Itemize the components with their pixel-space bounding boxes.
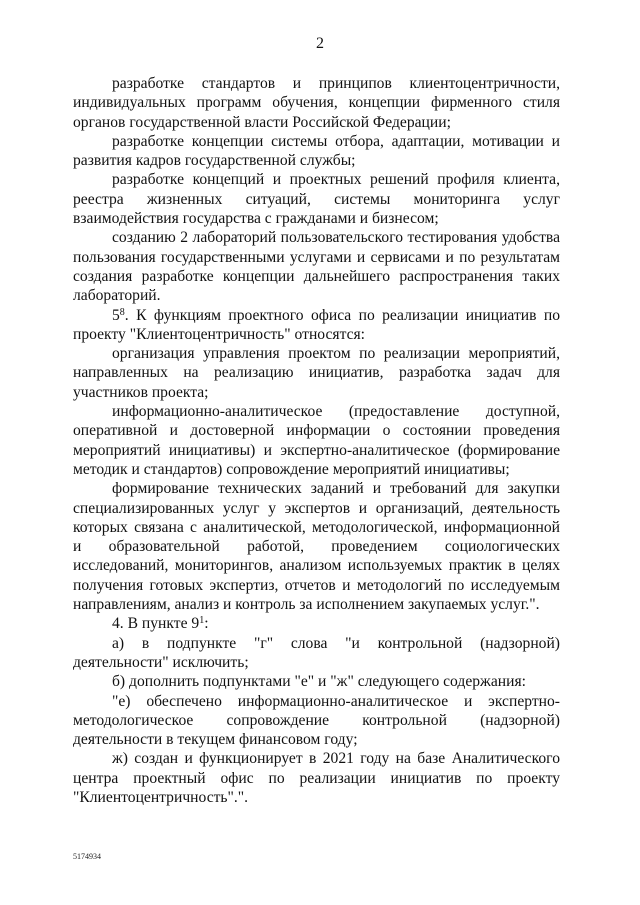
paragraph-labs: созданию 2 лабораторий пользовательского тестирования удобства пользования государственными услугами и сервисами и по результатам создания разработке концепции дальнейшего распространения таких лабораторий. [73,229,560,305]
paragraph-subitem-b: б) дополнить подпунктами "е" и "ж" следующего содержания: [112,673,526,691]
paragraph-subitem-e: "е) обеспечено информационно-аналитическое и экспертно-методологическое сопровождение контрольной (надзорной) деятельности в текущем финансовом году; [73,692,560,749]
paragraph-standards: разработке стандартов и принципов клиентоцентричности, индивидуальных программ обучения, концепции фирменного стиля органов государственной власти Российской Федерации; [73,75,560,131]
paragraph-item-5-8: $5^8$. К функциям проектного офиса по реализации инициатив по проекту "Клиентоцентричность" относятся: [73,306,560,343]
document-code: 5174934 [73,852,101,861]
paragraph-client-profile: разработке концепций и проектных решений профиля клиента, реестра жизненных ситуаций, системы мониторинга услуг взаимодействия государства с гражданами и бизнесом; [73,171,560,228]
footnote-superscript: 1 [199,615,205,627]
paragraph-item-4: 4. В пункте $9^1$: [112,615,209,633]
paragraph-hr-concept: разработке концепции системы отбора, адаптации, мотивации и развития кадров государственной службы; [73,132,560,170]
paragraph-subitem-a: а) в подпункте "г" слова "и контрольной (надзорной) деятельности" исключить; [73,634,560,671]
document-body [73,74,560,807]
paragraph-analytical-support: информационно-аналитическое (предоставление доступной, оперативной и достоверной информации о состоянии проведения мероприятий инициативы) и экспертно-аналитическое (формирование методик и стандартов) сопровождение мероприятий инициативы; [73,403,560,478]
page-number: 2 [316,35,324,52]
paragraph-technical-specs: формирование технических заданий и требований для закупки специализированных услуг у экспертов и организаций, деятельность которых связана с аналитической, методологической, информационной и образовательной работой, проведением социологических исследований, мониторингов, анализом используемых практик в целях получения готовых экспертиз, отчетов и методологий по исследуемым направлениям, анализ и контроль за исполнением закупаемых услуг.". [73,480,560,614]
footnote-superscript: 8 [119,306,125,318]
paragraph-project-management: организация управления проектом по реализации мероприятий, направленных на реализацию инициатив, разработка задач для участников проекта; [73,345,560,401]
paragraph-subitem-zh: ж) создан и функционирует в 2021 году на базе Аналитического центра проектный офис по реализации инициатив по проекту "Клиентоцентричность".". [73,750,560,806]
